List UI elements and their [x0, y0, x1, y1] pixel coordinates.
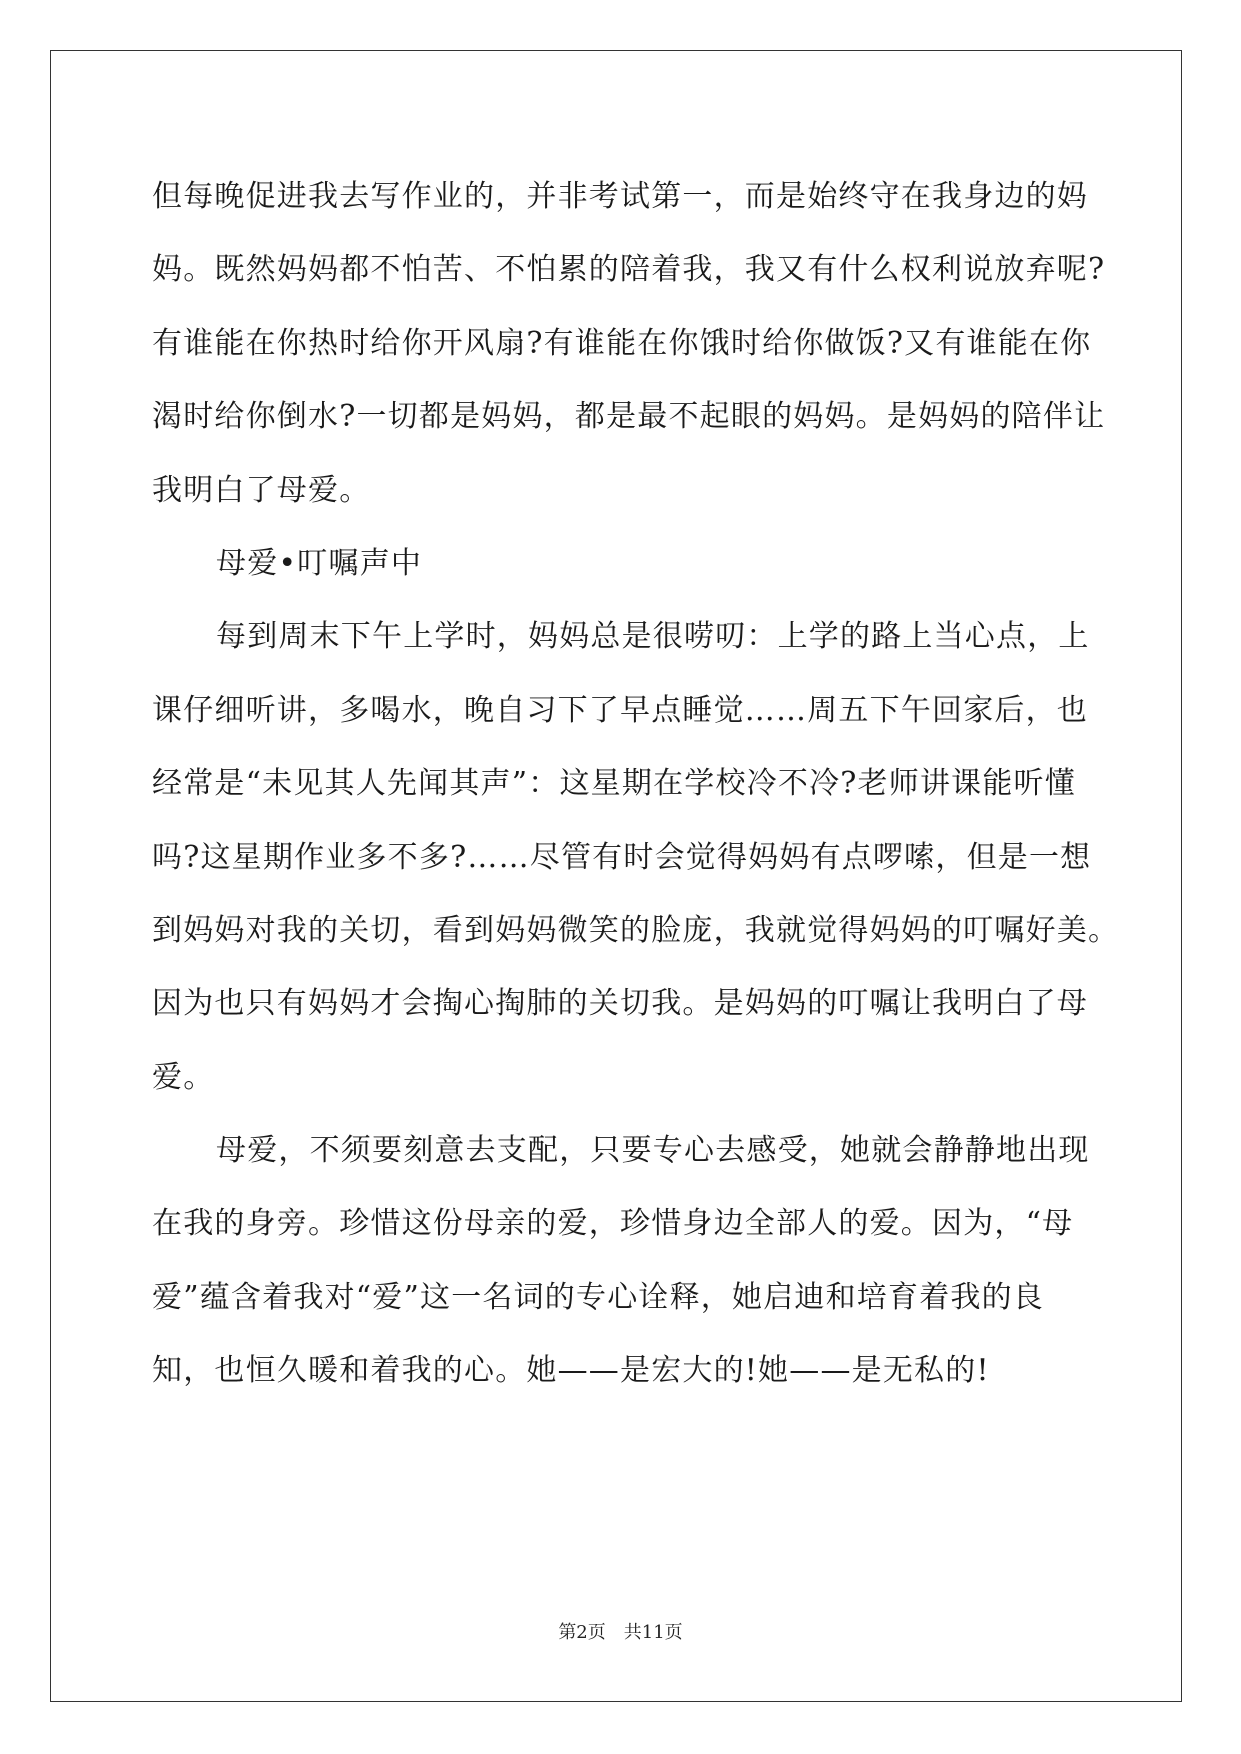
text-line: 每到周末下午上学时，妈妈总是很唠叨：上学的路上当心点，上	[216, 619, 1090, 655]
text-line: 在我的身旁。珍惜这份母亲的爱，珍惜身边全部人的爱。因为，“母	[152, 1206, 1074, 1242]
text-line: 爱。	[152, 1059, 215, 1095]
text-line: 知，也恒久暖和着我的心。她——是宏大的!她——是无私的!	[152, 1353, 990, 1389]
text-line: 但每晚促进我去写作业的，并非考试第一，而是始终守在我身边的妈	[152, 179, 1088, 214]
text-line: 爱”蕴含着我对“爱”这一名词的专心诠释，她启迪和培育着我的良	[152, 1279, 1045, 1315]
text-line: 渴时给你倒水?一切都是妈妈，都是最不起眼的妈妈。是妈妈的陪伴让	[152, 399, 1106, 435]
page-number-footer: 第2页 共11页	[558, 1622, 683, 1643]
text-line: 妈。既然妈妈都不怕苦、不怕累的陪着我，我又有什么权利说放弃呢?	[152, 252, 1106, 288]
section-heading: 母爱•叮嘱声中	[216, 545, 423, 581]
text-line: 母爱，不须要刻意去支配，只要专心去感受，她就会静静地出现	[216, 1133, 1090, 1169]
text-line: 有谁能在你热时给你开风扇?有谁能在你饿时给你做饭?又有谁能在你	[152, 325, 1092, 361]
text-line: 吗?这星期作业多不多?……尽管有时会觉得妈妈有点啰嗦，但是一想	[152, 839, 1092, 875]
document-body	[152, 160, 1120, 1408]
text-line: 经常是“未见其人先闻其声”：这星期在学校冷不冷?老师讲课能听懂	[152, 766, 1076, 802]
text-line: 因为也只有妈妈才会掏心掏肺的关切我。是妈妈的叮嘱让我明白了母	[152, 986, 1088, 1022]
text-line: 我明白了母爱。	[152, 472, 371, 508]
text-line: 到妈妈对我的关切，看到妈妈微笑的脸庞，我就觉得妈妈的叮嘱好美。	[152, 912, 1120, 948]
text-line: 课仔细听讲，多喝水，晚自习下了早点睡觉……周五下午回家后，也	[152, 692, 1088, 728]
